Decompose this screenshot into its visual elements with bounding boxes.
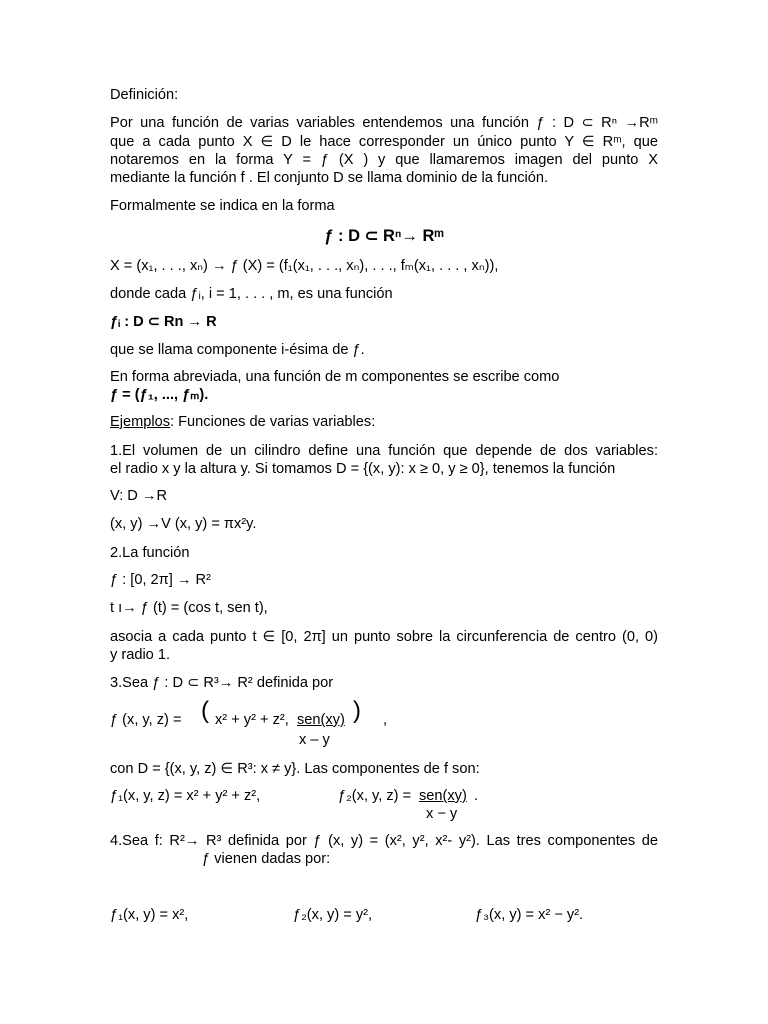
formula-numerator: sen(xy)	[419, 788, 467, 804]
formula-component: ƒᵢ : D ⊂ Rn → R	[110, 314, 217, 330]
examples-label: Ejemplos	[110, 414, 171, 430]
formula-component-3: ƒ₃(x, y) = x² − y².	[475, 907, 584, 923]
paragraph-line: ƒ vienen dadas por:	[202, 851, 331, 867]
paragraph-line: En forma abreviada, una función de m componentes se escribe como	[110, 369, 560, 385]
formula-mapping: ƒ : D ⊂ Rⁿ→ Rᵐ	[324, 227, 444, 245]
formula-component-2: ƒ₂(x, y) = y²,	[293, 907, 373, 923]
formula-component-2: ƒ₂(x, y, z) =	[338, 788, 412, 804]
paragraph-line: 4.Sea f: R²→ R³ definida por ƒ (x, y) = (x², y², x²- y²). Las tres componentes de	[110, 833, 658, 849]
formula-denominator: x − y	[426, 806, 458, 822]
definition-heading: Definición:	[110, 87, 179, 103]
paragraph-line: 3.Sea ƒ : D ⊂ R³→ R² definida por	[110, 675, 334, 691]
paragraph-line: Formalmente se indica en la forma	[110, 198, 335, 214]
paragraph-line: Por una función de varias variables entendemos una función ƒ : D ⊂ Rⁿ →Rᵐ	[110, 115, 658, 131]
formula-line: ƒ : [0, 2π] → R²	[110, 572, 211, 588]
formula-line: ƒ (x, y, z) =	[110, 712, 182, 728]
paragraph-line: donde cada ƒᵢ, i = 1, . . . , m, es una función	[110, 286, 393, 302]
formula-line: V: D →R	[110, 488, 168, 504]
formula-line: x² + y² + z²,	[215, 712, 289, 728]
paragraph-line: que a cada punto X ∈ D le hace corresponder un único punto Y ∈ Rᵐ, que	[110, 134, 658, 150]
paragraph-line: el radio x y la altura y. Si tomamos D = {(x, y): x ≥ 0, y ≥ 0}, tenemos la función	[110, 461, 616, 477]
formula-line: X = (x₁, . . ., xₙ) → ƒ (X) = (f₁(x₁, . . ., xₙ), . . ., fₘ(x₁, . . . , xₙ)),	[110, 258, 499, 274]
formula-numerator: sen(xy)	[297, 712, 345, 728]
paragraph-line: notaremos en la forma Y = ƒ (X ) y que llamaremos imagen del punto X	[110, 152, 658, 168]
formula-component-1: ƒ₁(x, y) = x²,	[110, 907, 189, 923]
formula-line: t ı→ ƒ (t) = (cos t, sen t),	[110, 600, 268, 616]
formula-component-1: ƒ₁(x, y, z) = x² + y² + z²,	[110, 788, 261, 804]
paragraph-line: 1.El volumen de un cilindro define una función que depende de dos variables:	[110, 443, 658, 459]
formula-comma: ,	[383, 712, 388, 728]
paragraph-line: y radio 1.	[110, 647, 171, 663]
formula-abbreviated: ƒ = (ƒ₁, ..., ƒₘ).	[110, 387, 209, 403]
paragraph-line: asocia a cada punto t ∈ [0, 2π] un punto sobre la circunferencia de centro (0, 0)	[110, 629, 658, 645]
paragraph-line: mediante la función f . El conjunto D se llama dominio de la función.	[110, 170, 549, 186]
formula-paren-close: )	[353, 697, 361, 724]
paragraph-line: que se llama componente i-ésima de ƒ.	[110, 342, 365, 358]
examples-title: : Funciones de varias variables:	[170, 414, 376, 430]
formula-denominator: x – y	[299, 732, 330, 748]
formula-period: .	[474, 788, 479, 804]
paragraph-line: con D = {(x, y, z) ∈ R³: x ≠ y}. Las componentes de f son:	[110, 761, 480, 777]
examples-heading	[110, 413, 375, 431]
formula-line: (x, y) →V (x, y) = πx²y.	[110, 516, 257, 532]
formula-paren-open: (	[201, 697, 209, 724]
paragraph-line: 2.La función	[110, 545, 190, 561]
